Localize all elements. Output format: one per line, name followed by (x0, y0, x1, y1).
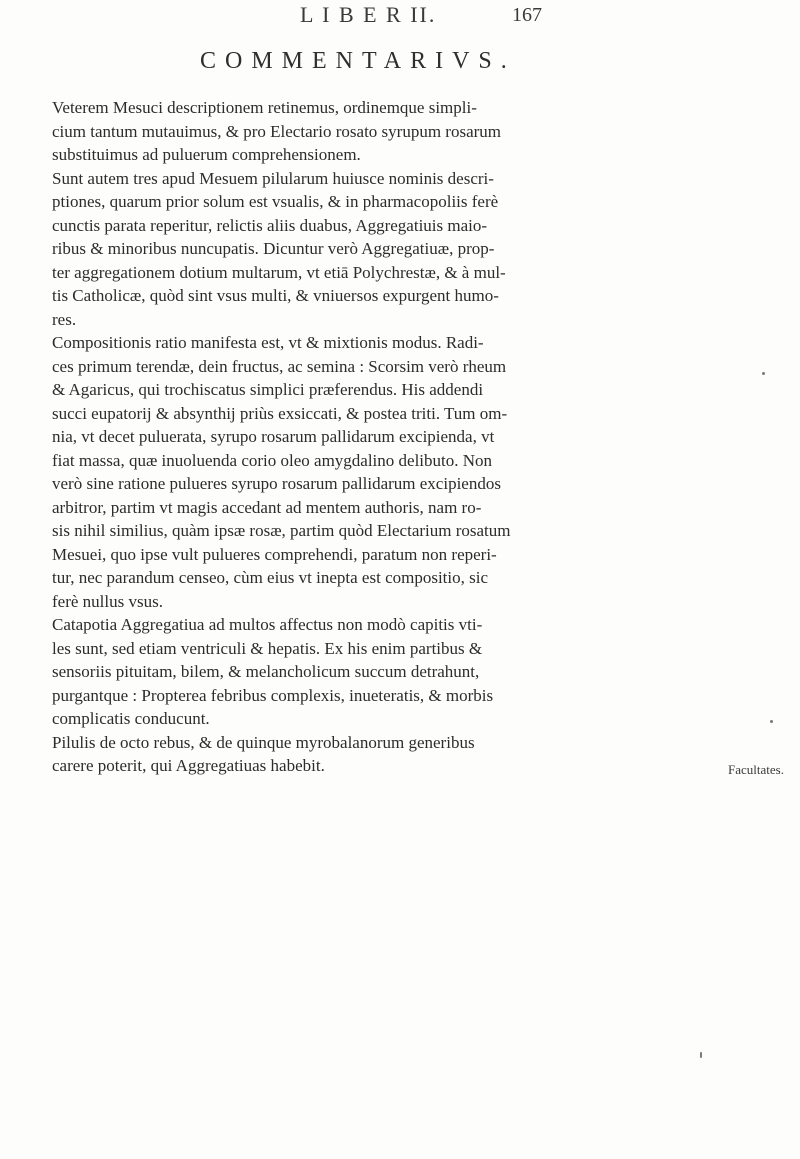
text-line: sis nihil similius, quàm ipsæ rosæ, partim quòd Electarium rosatum (52, 521, 511, 540)
text-line: carere poterit, qui Aggregatiuas habebit. (52, 756, 325, 775)
text-line: substituimus ad puluerum comprehensionem. (52, 145, 361, 164)
text-line: ter aggregationem dotium multarum, vt etiā Polychrestæ, & à mul- (52, 262, 506, 282)
text-line: nia, vt decet puluerata, syrupo rosarum pallidarum excipienda, vt (52, 427, 495, 446)
running-head (0, 2, 800, 32)
page-number: 167 (512, 4, 542, 26)
text-line: fiat massa, quæ inuoluenda corio oleo amygdalino delibuto. Non (52, 450, 493, 470)
book-number: L I B E R II. (300, 2, 437, 27)
text-line: Pilulis de octo rebus, & de quinque myrobalanorum generibus (52, 732, 475, 752)
text-line: succi eupatorij & absynthij priùs exsiccati, & postea triti. Tum om- (52, 403, 508, 423)
text-line: Mesuei, quo ipse vult pulueres comprehendi, paratum non reperi- (52, 544, 497, 564)
margin-note: Facultates. (728, 762, 784, 777)
text-line: tis Catholicæ, quòd sint vsus multi, & vniuersos expurgent humo- (52, 286, 499, 305)
section-title: COMMENTARIVS. (200, 48, 516, 74)
text-line: res. (52, 309, 77, 329)
text-line: verò sine ratione pulueres syrupo rosarum pallidarum excipiendos (52, 474, 501, 493)
text-line: complicatis conducunt. (52, 709, 210, 728)
text-line: les sunt, sed etiam ventriculi & hepatis. Ex his enim partibus & (52, 638, 483, 658)
text-line: Sunt autem tres apud Mesuem pilularum huiusce nominis descri- (52, 168, 494, 188)
text-line: Catapotia Aggregatiua ad multos affectus non modò capitis vti- (52, 615, 483, 634)
text-line: purgantque : Propterea febribus complexis, inueteratis, & morbis (52, 685, 494, 705)
text-line: Veterem Mesuci descriptionem retinemus, ordinemque simpli- (52, 98, 477, 117)
text-line: & Agaricus, qui trochiscatus simplici præferendus. His addendi (52, 380, 484, 399)
ink-speck (700, 1052, 702, 1058)
text-line: ces primum terendæ, dein fructus, ac semina : Scorsim verò rheum (52, 356, 507, 376)
text-line: cunctis parata reperitur, relictis aliis duabus, Aggregatiuis maio- (52, 215, 488, 235)
ink-speck (770, 720, 773, 723)
text-line: cium tantum mutauimus, & pro Electario rosato syrupum rosarum (52, 121, 501, 141)
ink-speck (762, 372, 765, 375)
text-line: sensoriis pituitam, bilem, & melancholicum succum detrahunt, (52, 662, 480, 681)
text-line: Compositionis ratio manifesta est, vt & mixtionis modus. Radi- (52, 333, 484, 352)
text-line: tur, nec parandum censeo, cùm eius vt inepta est compositio, sic (52, 568, 489, 587)
text-line: ferè nullus vsus. (52, 591, 163, 611)
text-line: ribus & minoribus nuncupatis. Dicuntur verò Aggregatiuæ, prop- (52, 239, 495, 258)
text-line: arbitror, partim vt magis accedant ad mentem authoris, nam ro- (52, 497, 482, 517)
text-line: ptiones, quarum prior solum est vsualis, & in pharmacopoliis ferè (52, 192, 499, 211)
body-text (52, 96, 612, 778)
